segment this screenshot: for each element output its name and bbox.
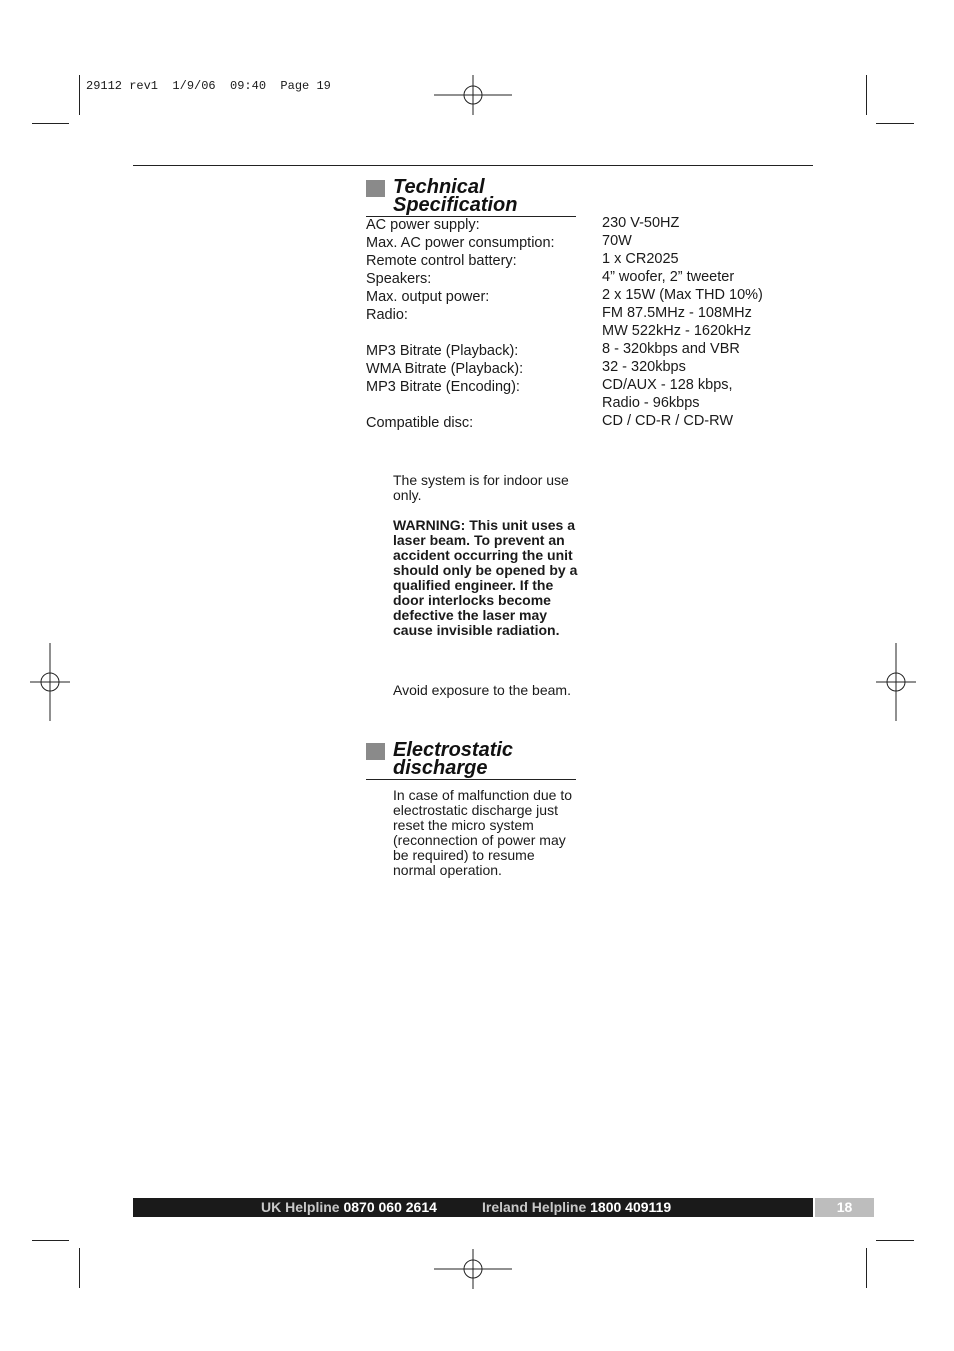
uk-helpline-number: 0870 060 2614 <box>343 1199 437 1215</box>
helpline-footer <box>133 1198 813 1217</box>
registration-mark-bottom <box>434 1249 512 1289</box>
spec-value: CD/AUX - 128 kbps, <box>602 377 733 393</box>
spec-value: 8 - 320kbps and VBR <box>602 341 740 357</box>
spec-value: 1 x CR2025 <box>602 251 679 267</box>
spec-value: FM 87.5MHz - 108MHz <box>602 305 752 321</box>
tech-spec-heading <box>366 178 576 217</box>
section-square-icon <box>366 180 385 197</box>
ireland-helpline-number: 1800 409119 <box>590 1199 672 1215</box>
spec-value: 32 - 320kbps <box>602 359 686 375</box>
tech-spec-title-line2: Specification <box>393 194 518 216</box>
registration-mark-top <box>434 75 512 115</box>
spec-value: MW 522kHz - 1620kHz <box>602 323 752 339</box>
spec-label: MP3 Bitrate (Encoding): <box>366 379 520 395</box>
registration-mark-right <box>876 643 916 721</box>
top-rule <box>133 165 813 166</box>
spec-value: CD / CD-R / CD-RW <box>602 413 734 429</box>
section-square-icon <box>366 743 385 760</box>
esd-body: In case of malfunction due to electrostatic discharge just reset the micro system (reconnection of power may be required) to resume normal operation. <box>393 787 572 878</box>
spec-label: AC power supply: <box>366 217 480 233</box>
spec-label: Radio: <box>366 307 408 323</box>
page-number: 18 <box>836 1199 853 1215</box>
spec-label: Speakers: <box>366 271 432 287</box>
laser-warning: WARNING: This unit uses a laser beam. To prevent an accident occurring the unit should only be opened by a qualified engineer. If the door interlocks become defective the laser may cause invisible radiation. <box>393 517 578 638</box>
esd-heading <box>366 741 576 780</box>
spec-label: MP3 Bitrate (Playback): <box>366 343 519 359</box>
uk-helpline-label: UK Helpline <box>261 1199 340 1215</box>
indoor-use-note: The system is for indoor use only. <box>393 472 569 503</box>
spec-label: Max. output power: <box>366 289 490 305</box>
spec-label: Compatible disc: <box>366 415 474 431</box>
esd-title-line2: discharge <box>393 757 488 779</box>
print-slug: 29112 rev1 1/9/06 09:40 Page 19 <box>86 79 331 93</box>
spec-value: Radio - 96kbps <box>602 395 700 411</box>
spec-value: 2 x 15W (Max THD 10%) <box>602 287 763 303</box>
tech-spec-title-line1: Technical <box>393 176 485 198</box>
spec-value: 4” woofer, 2” tweeter <box>602 269 735 285</box>
esd-title-line1: Electrostatic <box>393 739 514 761</box>
spec-label: Max. AC power consumption: <box>366 235 555 251</box>
spec-label: WMA Bitrate (Playback): <box>366 361 524 377</box>
ireland-helpline-label: Ireland Helpline <box>482 1199 587 1215</box>
spec-label: Remote control battery: <box>366 253 517 269</box>
avoid-exposure-note: Avoid exposure to the beam. <box>393 682 571 698</box>
registration-mark-left <box>30 643 70 721</box>
spec-value: 70W <box>602 233 632 249</box>
spec-value: 230 V-50HZ <box>602 215 680 231</box>
page-number-box <box>815 1198 874 1217</box>
